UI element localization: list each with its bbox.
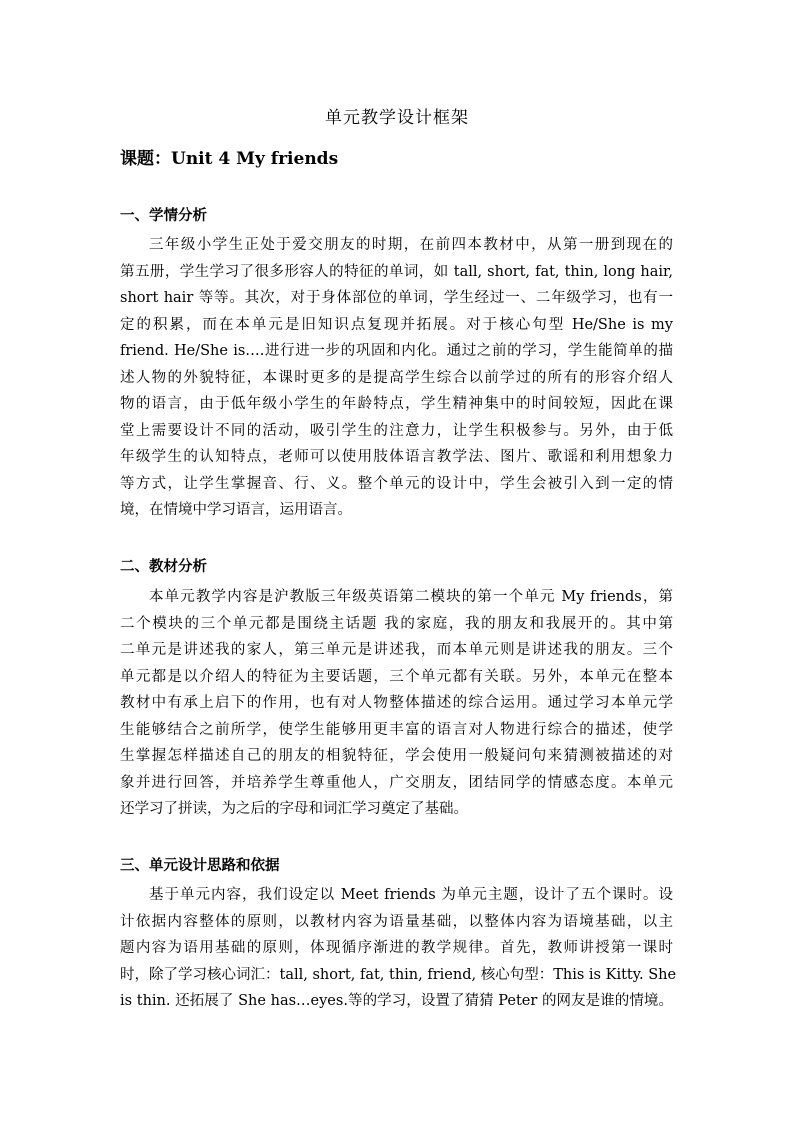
paragraph-line: 生能够结合之前所学，使学生能够用更丰富的语言对人物进行综合的描述，使学 (120, 721, 673, 738)
paragraph-line: 还学习了拼读，为之后的字母和词汇学习奠定了基础。 (120, 801, 468, 817)
paragraph-line: 基于单元内容，我们设定以 Meet friends 为单元主题，设计了五个课时。设 (149, 887, 673, 903)
course-title: 课题：Unit 4 My friends (120, 149, 339, 169)
paragraph-line: 二单元是讲述我的家人，第三单元是讲述我，而本单元则是讲述我的朋友。三个 (120, 642, 673, 658)
paragraph-line: 堂上需要设计不同的活动，吸引学生的注意力，让学生积极参与。另外，由于低 (120, 422, 673, 439)
paragraph-line: short hair 等等。其次，对于身体部位的单词，学生经过一、二年级学习，也有一 (120, 290, 673, 306)
section-heading-design-rationale: 三、单元设计思路和依据 (120, 857, 280, 874)
paragraph-line: is thin. 还拓展了 She has…eyes.等的学习，设置了猜猜 Peter 的网友是谁的情境。 (120, 993, 673, 1009)
paragraph-line: 等方式，让学生掌握音、行、义。整个单元的设计中，学生会被引入到一定的情 (120, 475, 673, 492)
paragraph-line: 二个模块的三个单元都是围绕主话题 我的家庭，我的朋友和我展开的。其中第 (120, 615, 673, 632)
paragraph-line: 单元都是以介绍人的特征为主要话题，三个单元都有关联。另外，本单元在整本 (120, 668, 673, 685)
section-body-learner-analysis (120, 232, 673, 524)
section-body-design-rationale (120, 882, 677, 1015)
paragraph-line: 境，在情境中学习语言，运用语言。 (120, 502, 352, 518)
paragraph-line: 计依据内容整体的原则，以教材内容为语量基础，以整体内容为语境基础，以主 (120, 913, 673, 930)
paragraph-line: 时，除了学习核心词汇：tall, short, fat, thin, friend, 核心句型：This is Kitty. She (120, 966, 677, 983)
paragraph-line: 象并进行回答，并培养学生尊重他人，广交朋友，团结同学的情感态度。本单元 (120, 774, 673, 791)
paragraph-line: 述人物的外貌特征，本课时更多的是提高学生综合以前学过的所有的形容介绍人 (120, 369, 673, 386)
paragraph-line: 题内容为语用基础的原则，体现循序渐进的教学规律。首先，教师讲授第一课时 (120, 940, 673, 956)
paragraph-line: 本单元教学内容是沪教版三年级英语第二模块的第一个单元 My friends，第 (149, 589, 673, 605)
section-heading-textbook-analysis: 二、教材分析 (120, 558, 207, 575)
paragraph-line: 物的语言，由于低年级小学生的年龄特点，学生精神集中的时间较短，因此在课 (120, 396, 673, 412)
paragraph-line: 生掌握怎样描述自己的朋友的相貌特征，学会使用一般疑问句来猜测被描述的对 (120, 748, 673, 764)
paragraph-line: 三年级小学生正处于爱交朋友的时期，在前四本教材中，从第一册到现在的 (149, 237, 673, 253)
document-title: 单元教学设计框架 (325, 108, 469, 128)
section-body-textbook-analysis (120, 584, 673, 823)
paragraph-line: 年级学生的认知特点，老师可以使用肢体语言教学法、图片、歌谣和利用想象力 (120, 449, 673, 465)
paragraph-line: 定的积累，而在本单元是旧知识点复现并拓展。对于核心句型 He/She is my (120, 316, 673, 333)
paragraph-line: 第五册，学生学习了很多形容人的特征的单词，如 tall, short, fat, thin, long hair, (120, 263, 673, 280)
paragraph-line: friend. He/She is….进行进一步的巩固和内化。通过之前的学习，学生能简单的描 (120, 343, 673, 359)
paragraph-line: 教材中有承上启下的作用，也有对人物整体描述的综合运用。通过学习本单元学 (120, 695, 673, 711)
section-heading-learner-analysis: 一、学情分析 (120, 207, 207, 224)
